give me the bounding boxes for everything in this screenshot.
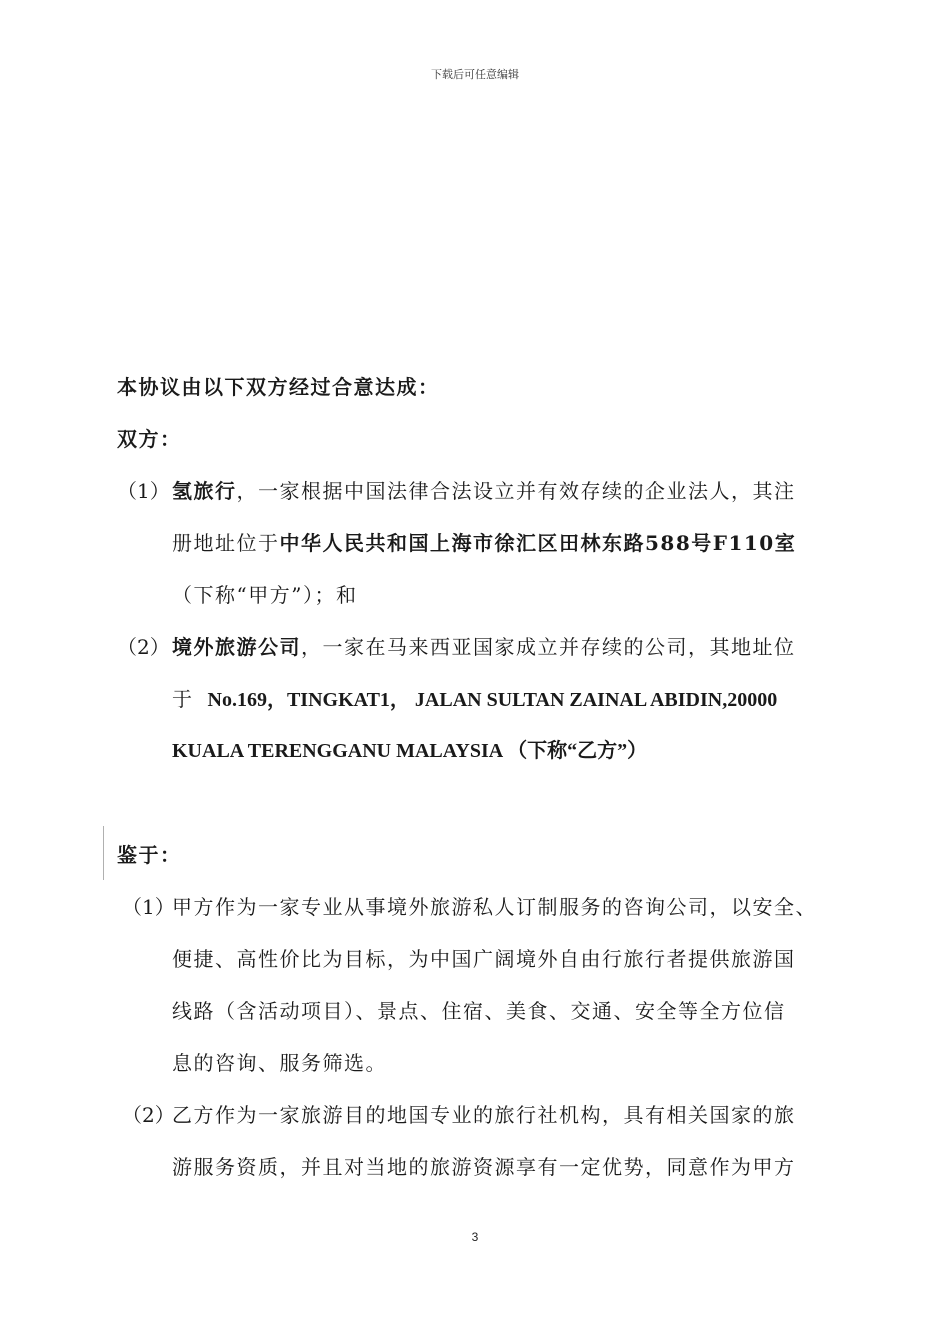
party2-name: 境外旅游公司 — [172, 635, 301, 659]
party2-line1 — [172, 635, 796, 659]
party2-description: ，一家在马来西亚国家成立并存续的公司，其地址位 — [301, 635, 796, 659]
page-number: 3 — [471, 1230, 479, 1244]
whereas-item1-line: 便捷、高性价比为目标，为中国广阔境外自由行旅行者提供旅游国 — [172, 947, 796, 971]
whereas-item2-line: 乙方作为一家旅游目的地国专业的旅行社机构，具有相关国家的旅 — [172, 1103, 796, 1127]
party2-address-line2: KUALA TERENGGANU MALAYSIA （下称“乙方”） — [172, 740, 648, 762]
party1-line3: （下称“甲方”）；和 — [172, 583, 358, 607]
parties-heading: 双方： — [117, 427, 182, 451]
party1-name: 氢旅行 — [172, 479, 237, 503]
party2-address-line1: No.169，TINGKAT1， JALAN SULTAN ZAINAL ABIDIN,20000 — [207, 689, 778, 711]
party2-number: （2） — [117, 635, 170, 659]
party2-address-prefix: 于 — [172, 687, 194, 711]
download-note: 下载后可任意编辑 — [431, 68, 519, 81]
whereas-item1-line: 息的咨询、服务筛选。 — [172, 1051, 387, 1075]
party1-address: 中华人民共和国上海市徐汇区田林东路588号F110室 — [279, 531, 797, 555]
whereas-item2-number: （2） — [122, 1103, 175, 1127]
party1-line1 — [172, 479, 796, 503]
whereas-item2-line: 游服务资质，并且对当地的旅游资源享有一定优势，同意作为甲方 — [172, 1155, 796, 1179]
whereas-item1-number: （1） — [122, 895, 175, 919]
revision-marker-bar — [103, 826, 104, 880]
whereas-item1-line: 甲方作为一家专业从事境外旅游私人订制服务的咨询公司，以安全、 — [172, 895, 817, 919]
whereas-item1-line: 线路（含活动项目）、景点、住宿、美食、交通、安全等全方位信 — [172, 999, 786, 1023]
party1-number: （1） — [117, 479, 170, 503]
agreement-intro-title: 本协议由以下双方经过合意达成： — [117, 375, 440, 399]
party1-address-prefix: 册地址位于 — [172, 531, 280, 555]
whereas-heading: 鉴于： — [117, 843, 182, 867]
party1-description: ，一家根据中国法律合法设立并有效存续的企业法人，其注 — [236, 479, 796, 503]
party1-line2 — [172, 531, 796, 555]
party2-line2 — [172, 687, 777, 712]
